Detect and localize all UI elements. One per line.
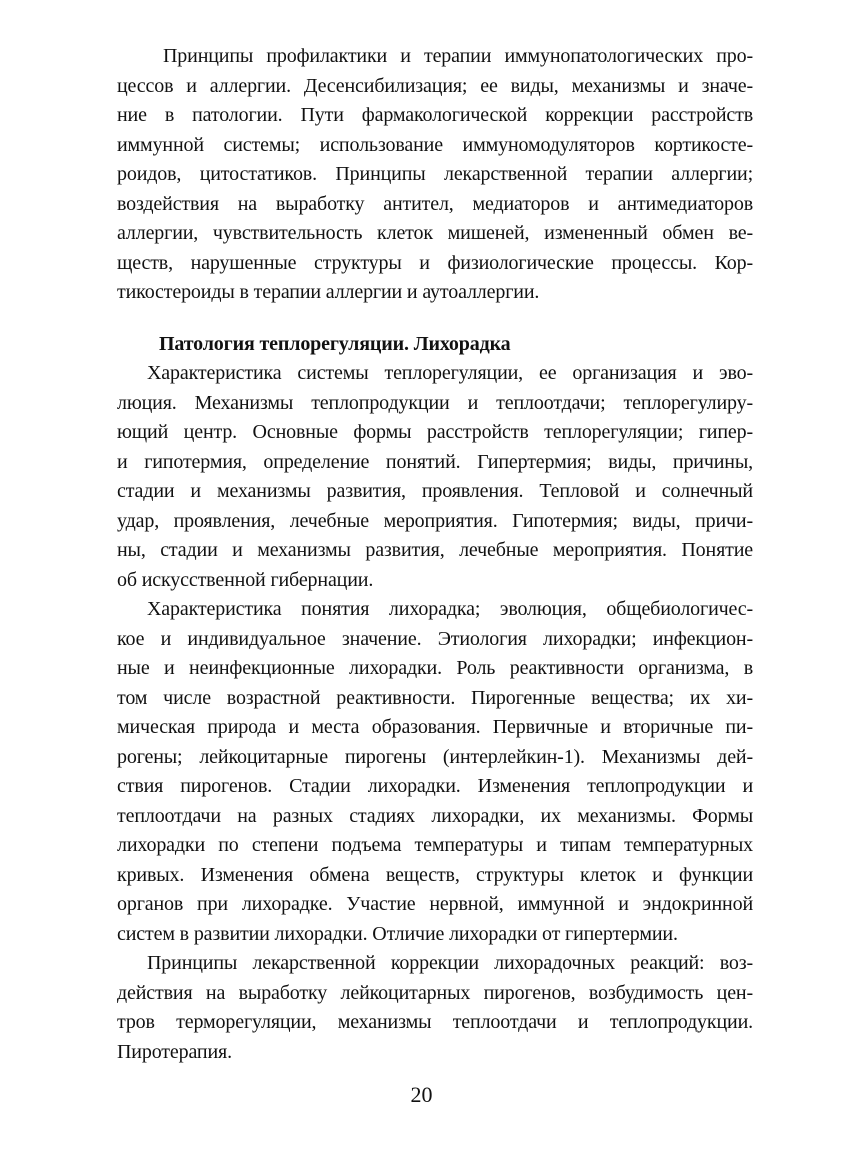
paragraph-immunotherapy bbox=[117, 42, 753, 308]
text-line: воздействия на выработку антител, медиаторов и антимедиаторов bbox=[117, 192, 753, 215]
text-line: теплоотдачи на разных стадиях лихорадки, их механизмы. Формы bbox=[117, 804, 753, 827]
text-line: Характеристика понятия лихорадка; эволюция, общебиологичес- bbox=[147, 598, 753, 620]
text-line: кое и индивидуальное значение. Этиология лихорадки; инфекцион- bbox=[117, 627, 753, 650]
text-line: аллергии, чувствительность клеток мишеней, измененный обмен ве- bbox=[117, 222, 753, 244]
text-line: мическая природа и места образования. Первичные и вторичные пи- bbox=[117, 716, 753, 738]
text-line: рогены; лейкоцитарные пирогены (интерлейкин-1). Механизмы дей- bbox=[117, 745, 753, 768]
text-line: ществ, нарушенные структуры и физиологические процессы. Кор- bbox=[117, 251, 753, 274]
text-line: стадии и механизмы развития, проявления. Тепловой и солнечный bbox=[117, 480, 753, 502]
text-line: тров терморегуляции, механизмы теплоотдачи и теплопродукции. bbox=[117, 1011, 753, 1033]
text-line: ющий центр. Основные формы расстройств теплорегуляции; гипер- bbox=[117, 421, 753, 443]
text-line: иммунной системы; использование иммуномодуляторов кортикосте- bbox=[117, 133, 753, 156]
page-body bbox=[117, 42, 753, 1067]
text-line: кривых. Изменения обмена веществ, структуры клеток и функции bbox=[117, 863, 753, 886]
paragraph-thermoregulation bbox=[117, 359, 753, 595]
text-line: Принципы лекарственной коррекции лихорадочных реакций: воз- bbox=[147, 952, 753, 974]
section-heading: Патология теплорегуляции. Лихорадка bbox=[159, 332, 511, 355]
text-line: Характеристика системы теплорегуляции, ее организация и эво- bbox=[147, 362, 753, 384]
text-line: ные и неинфекционные лихорадки. Роль реактивности организма, в bbox=[117, 657, 753, 679]
text-line: и гипотермия, определение понятий. Гипертермия; виды, причины, bbox=[117, 450, 753, 473]
text-line: Пиротерапия. bbox=[117, 1040, 232, 1063]
text-line: тикостероиды в терапии аллергии и аутоаллергии. bbox=[117, 281, 540, 303]
text-line: том числе возрастной реактивности. Пирогенные вещества; их хи- bbox=[117, 686, 753, 709]
text-line: роидов, цитостатиков. Принципы лекарственной терапии аллергии; bbox=[117, 163, 753, 185]
text-line: об искусственной гибернации. bbox=[117, 568, 374, 591]
paragraph-fever bbox=[117, 595, 753, 949]
text-line: систем в развитии лихорадки. Отличие лихорадки от гипертермии. bbox=[117, 922, 678, 945]
page-number: 20 bbox=[410, 1082, 433, 1107]
text-line: действия на выработку лейкоцитарных пирогенов, возбудимость цен- bbox=[117, 981, 753, 1004]
text-line: ны, стадии и механизмы развития, лечебные мероприятия. Понятие bbox=[117, 539, 753, 561]
text-line: лихорадки по степени подъема температуры и типам температурных bbox=[117, 834, 753, 856]
text-line: органов при лихорадке. Участие нервной, иммунной и эндокринной bbox=[117, 893, 753, 915]
text-line: удар, проявления, лечебные мероприятия. Гипотермия; виды, причи- bbox=[117, 509, 753, 532]
text-line: Принципы профилактики и терапии иммунопатологических про- bbox=[163, 45, 753, 67]
text-line: люция. Механизмы теплопродукции и теплоотдачи; теплорегулиру- bbox=[117, 391, 753, 414]
text-line: ние в патологии. Пути фармакологической коррекции расстройств bbox=[117, 104, 753, 126]
text-line: цессов и аллергии. Десенсибилизация; ее виды, механизмы и значе- bbox=[117, 74, 753, 97]
text-line: ствия пирогенов. Стадии лихорадки. Изменения теплопродукции и bbox=[117, 775, 753, 797]
paragraph-fever-treatment bbox=[117, 949, 753, 1067]
